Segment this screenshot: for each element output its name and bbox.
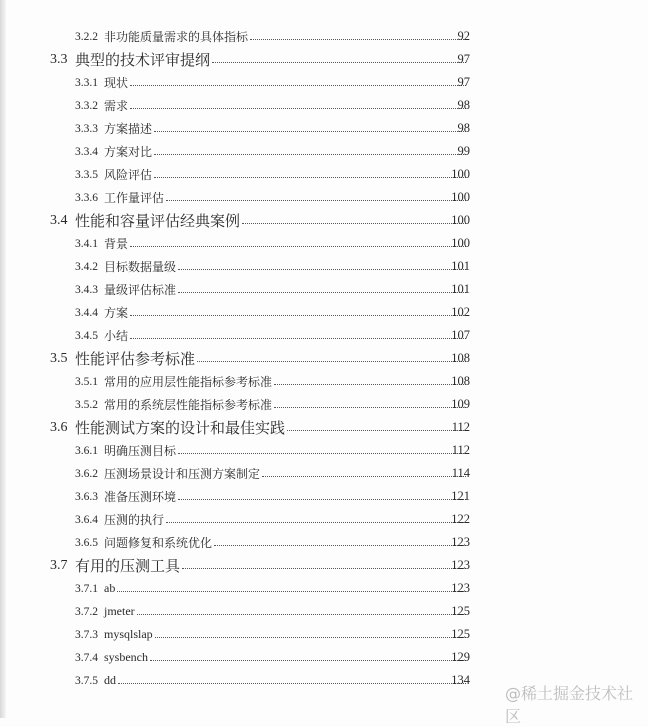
- entry-title-line: [75, 348, 466, 369]
- entry-number: 3.4.5: [75, 329, 98, 342]
- entry-page-number: 108: [451, 350, 470, 365]
- toc-subsection-entry: [0, 393, 648, 416]
- entry-number: 3.3.1: [75, 76, 98, 89]
- dot-leader: [182, 568, 466, 569]
- entry-page-number: 123: [451, 557, 470, 572]
- entry-title-line: [104, 396, 466, 413]
- entry-title: 问题修复和系统优化: [104, 536, 213, 550]
- dot-leader: [178, 453, 466, 454]
- toc-subsection-entry: [0, 646, 648, 669]
- toc-section-entry: [0, 554, 648, 577]
- entry-page-number: 99: [457, 143, 470, 158]
- entry-title: 背景: [104, 237, 129, 251]
- entry-title-line: [104, 442, 466, 459]
- entry-title: 方案对比: [104, 145, 153, 159]
- entry-number: 3.5.2: [75, 398, 98, 411]
- dot-leader: [130, 108, 466, 109]
- entry-page-number: 108: [451, 373, 470, 388]
- entry-title-line: [104, 488, 466, 505]
- entry-page-number: 92: [457, 28, 470, 43]
- dot-leader: [130, 246, 466, 247]
- entry-number: 3.2.2: [75, 30, 98, 43]
- entry-title: 压测的执行: [104, 513, 165, 527]
- entry-page-number: 98: [457, 120, 470, 135]
- toc-subsection-entry: [0, 186, 648, 209]
- entry-title: 风险评估: [104, 168, 153, 182]
- entry-title: mysqlslap: [104, 627, 153, 641]
- entry-number: 3.4.2: [75, 260, 98, 273]
- entry-page-number: 123: [451, 580, 470, 595]
- entry-title-line: [104, 235, 466, 252]
- table-of-contents: [0, 25, 648, 692]
- entry-page-number: 97: [457, 51, 470, 66]
- entry-page-number: 102: [451, 304, 470, 319]
- entry-number: 3.7: [50, 557, 68, 573]
- entry-title: 常用的系统层性能指标参考标准: [104, 398, 273, 412]
- toc-subsection-entry: [0, 94, 648, 117]
- dot-leader: [212, 62, 466, 63]
- entry-title-line: [104, 627, 466, 642]
- entry-title-line: [104, 189, 466, 206]
- entry-title: 压测场景设计和压测方案制定: [104, 467, 261, 481]
- dot-leader: [262, 476, 466, 477]
- toc-subsection-entry: [0, 531, 648, 554]
- toc-subsection-entry: [0, 600, 648, 623]
- entry-title: 目标数据量级: [104, 260, 177, 274]
- entry-title: 需求: [104, 99, 129, 113]
- dot-leader: [117, 591, 466, 592]
- toc-subsection-entry: [0, 370, 648, 393]
- entry-number: 3.7.3: [75, 628, 98, 641]
- entry-page-number: 100: [451, 189, 470, 204]
- entry-title-line: [104, 604, 466, 619]
- toc-subsection-entry: [0, 577, 648, 600]
- entry-title-line: [104, 511, 466, 528]
- entry-title-line: [104, 143, 466, 160]
- dot-leader: [118, 683, 466, 684]
- toc-subsection-entry: [0, 462, 648, 485]
- entry-title-line: [104, 373, 466, 390]
- entry-title: 典型的技术评审提纲: [75, 53, 211, 69]
- toc-subsection-entry: [0, 232, 648, 255]
- entry-number: 3.7.5: [75, 674, 98, 687]
- dot-leader: [242, 223, 466, 224]
- toc-subsection-entry: [0, 623, 648, 646]
- entry-number: 3.4: [50, 212, 68, 228]
- entry-title-line: [75, 49, 466, 70]
- entry-number: 3.4.1: [75, 237, 98, 250]
- entry-page-number: 101: [451, 258, 470, 273]
- toc-subsection-entry: [0, 25, 648, 48]
- entry-title-line: [104, 304, 466, 321]
- entry-number: 3.5: [50, 350, 68, 366]
- dot-leader: [154, 154, 466, 155]
- entry-title-line: [104, 74, 466, 91]
- toc-subsection-entry: [0, 140, 648, 163]
- dot-leader: [130, 338, 466, 339]
- dot-leader: [274, 384, 466, 385]
- entry-page-number: 125: [451, 603, 470, 618]
- entry-title: 常用的应用层性能指标参考标准: [104, 375, 273, 389]
- dot-leader: [150, 660, 466, 661]
- entry-title: 有用的压测工具: [75, 559, 181, 575]
- entry-title-line: [104, 120, 466, 137]
- entry-title-line: [104, 581, 466, 596]
- entry-number: 3.3.2: [75, 99, 98, 112]
- entry-page-number: 112: [451, 442, 470, 457]
- entry-title: 性能和容量评估经典案例: [75, 214, 241, 230]
- dot-leader: [197, 361, 466, 362]
- entry-page-number: 97: [457, 74, 470, 89]
- entry-number: 3.7.4: [75, 651, 98, 664]
- entry-title-line: [104, 465, 466, 482]
- entry-number: 3.6: [50, 419, 68, 435]
- dot-leader: [166, 522, 466, 523]
- entry-title: 性能评估参考标准: [75, 352, 196, 368]
- entry-title: 非功能质量需求的具体指标: [104, 30, 249, 44]
- entry-title: sysbench: [104, 650, 148, 664]
- entry-number: 3.3.6: [75, 191, 98, 204]
- entry-number: 3.7.2: [75, 605, 98, 618]
- entry-page-number: 123: [451, 534, 470, 549]
- entry-title: 性能测试方案的设计和最佳实践: [75, 421, 286, 437]
- dot-leader: [214, 545, 466, 546]
- entry-number: 3.4.4: [75, 306, 98, 319]
- entry-number: 3.6.5: [75, 536, 98, 549]
- dot-leader: [178, 292, 466, 293]
- entry-title-line: [104, 281, 466, 298]
- entry-title: jmeter: [104, 604, 135, 618]
- entry-page-number: 134: [451, 672, 470, 687]
- entry-page-number: 107: [451, 327, 470, 342]
- entry-number: 3.3.4: [75, 145, 98, 158]
- toc-subsection-entry: [0, 117, 648, 140]
- dot-leader: [274, 407, 466, 408]
- dot-leader: [166, 200, 466, 201]
- entry-title: 明确压测目标: [104, 444, 177, 458]
- toc-subsection-entry: [0, 301, 648, 324]
- toc-subsection-entry: [0, 71, 648, 94]
- dot-leader: [250, 39, 466, 40]
- entry-title-line: [75, 555, 466, 576]
- toc-subsection-entry: [0, 508, 648, 531]
- toc-subsection-entry: [0, 324, 648, 347]
- entry-title-line: [104, 166, 466, 183]
- entry-number: 3.6.2: [75, 467, 98, 480]
- entry-number: 3.3: [50, 51, 68, 67]
- dot-leader: [178, 499, 466, 500]
- entry-title: ab: [104, 581, 116, 595]
- entry-title: 方案描述: [104, 122, 153, 136]
- entry-title-line: [104, 327, 466, 344]
- dot-leader: [178, 269, 466, 270]
- dot-leader: [154, 131, 466, 132]
- toc-subsection-entry: [0, 485, 648, 508]
- entry-page-number: 121: [451, 488, 470, 503]
- dot-leader: [155, 637, 466, 638]
- entry-title: 工作量评估: [104, 191, 165, 205]
- entry-title: dd: [104, 673, 116, 687]
- toc-subsection-entry: [0, 255, 648, 278]
- entry-number: 3.4.3: [75, 283, 98, 296]
- entry-page-number: 122: [451, 511, 470, 526]
- toc-subsection-entry: [0, 163, 648, 186]
- entry-title-line: [75, 417, 466, 438]
- entry-title: 准备压测环境: [104, 490, 177, 504]
- entry-page-number: 109: [451, 396, 470, 411]
- watermark: @稀土掘金技术社区: [505, 684, 634, 726]
- entry-title: 现状: [104, 76, 129, 90]
- toc-section-entry: [0, 347, 648, 370]
- dot-leader: [130, 315, 466, 316]
- dot-leader: [130, 85, 466, 86]
- toc-subsection-entry: [0, 278, 648, 301]
- dot-leader: [287, 430, 466, 431]
- entry-title-line: [104, 650, 466, 665]
- entry-title: 小结: [104, 329, 129, 343]
- toc-section-entry: [0, 416, 648, 439]
- entry-title: 方案: [104, 306, 129, 320]
- toc-section-entry: [0, 48, 648, 71]
- entry-number: 3.6.1: [75, 444, 98, 457]
- toc-subsection-entry: [0, 439, 648, 462]
- dot-leader: [154, 177, 466, 178]
- entry-page-number: 100: [451, 166, 470, 181]
- entry-page-number: 112: [451, 419, 470, 434]
- entry-title-line: [104, 534, 466, 551]
- entry-title: 量级评估标准: [104, 283, 177, 297]
- entry-number: 3.6.4: [75, 513, 98, 526]
- entry-number: 3.5.1: [75, 375, 98, 388]
- entry-page-number: 114: [451, 465, 470, 480]
- entry-page-number: 129: [451, 649, 470, 664]
- entry-page-number: 100: [451, 212, 470, 227]
- entry-number: 3.7.1: [75, 582, 98, 595]
- entry-title-line: [104, 28, 466, 45]
- entry-number: 3.3.3: [75, 122, 98, 135]
- toc-section-entry: [0, 209, 648, 232]
- entry-number: 3.3.5: [75, 168, 98, 181]
- entry-page-number: 100: [451, 235, 470, 250]
- entry-title-line: [104, 97, 466, 114]
- entry-title-line: [75, 210, 466, 231]
- entry-title-line: [104, 673, 466, 688]
- entry-page-number: 125: [451, 626, 470, 641]
- entry-page-number: 98: [457, 97, 470, 112]
- entry-title-line: [104, 258, 466, 275]
- dot-leader: [137, 614, 466, 615]
- entry-number: 3.6.3: [75, 490, 98, 503]
- entry-page-number: 101: [451, 281, 470, 296]
